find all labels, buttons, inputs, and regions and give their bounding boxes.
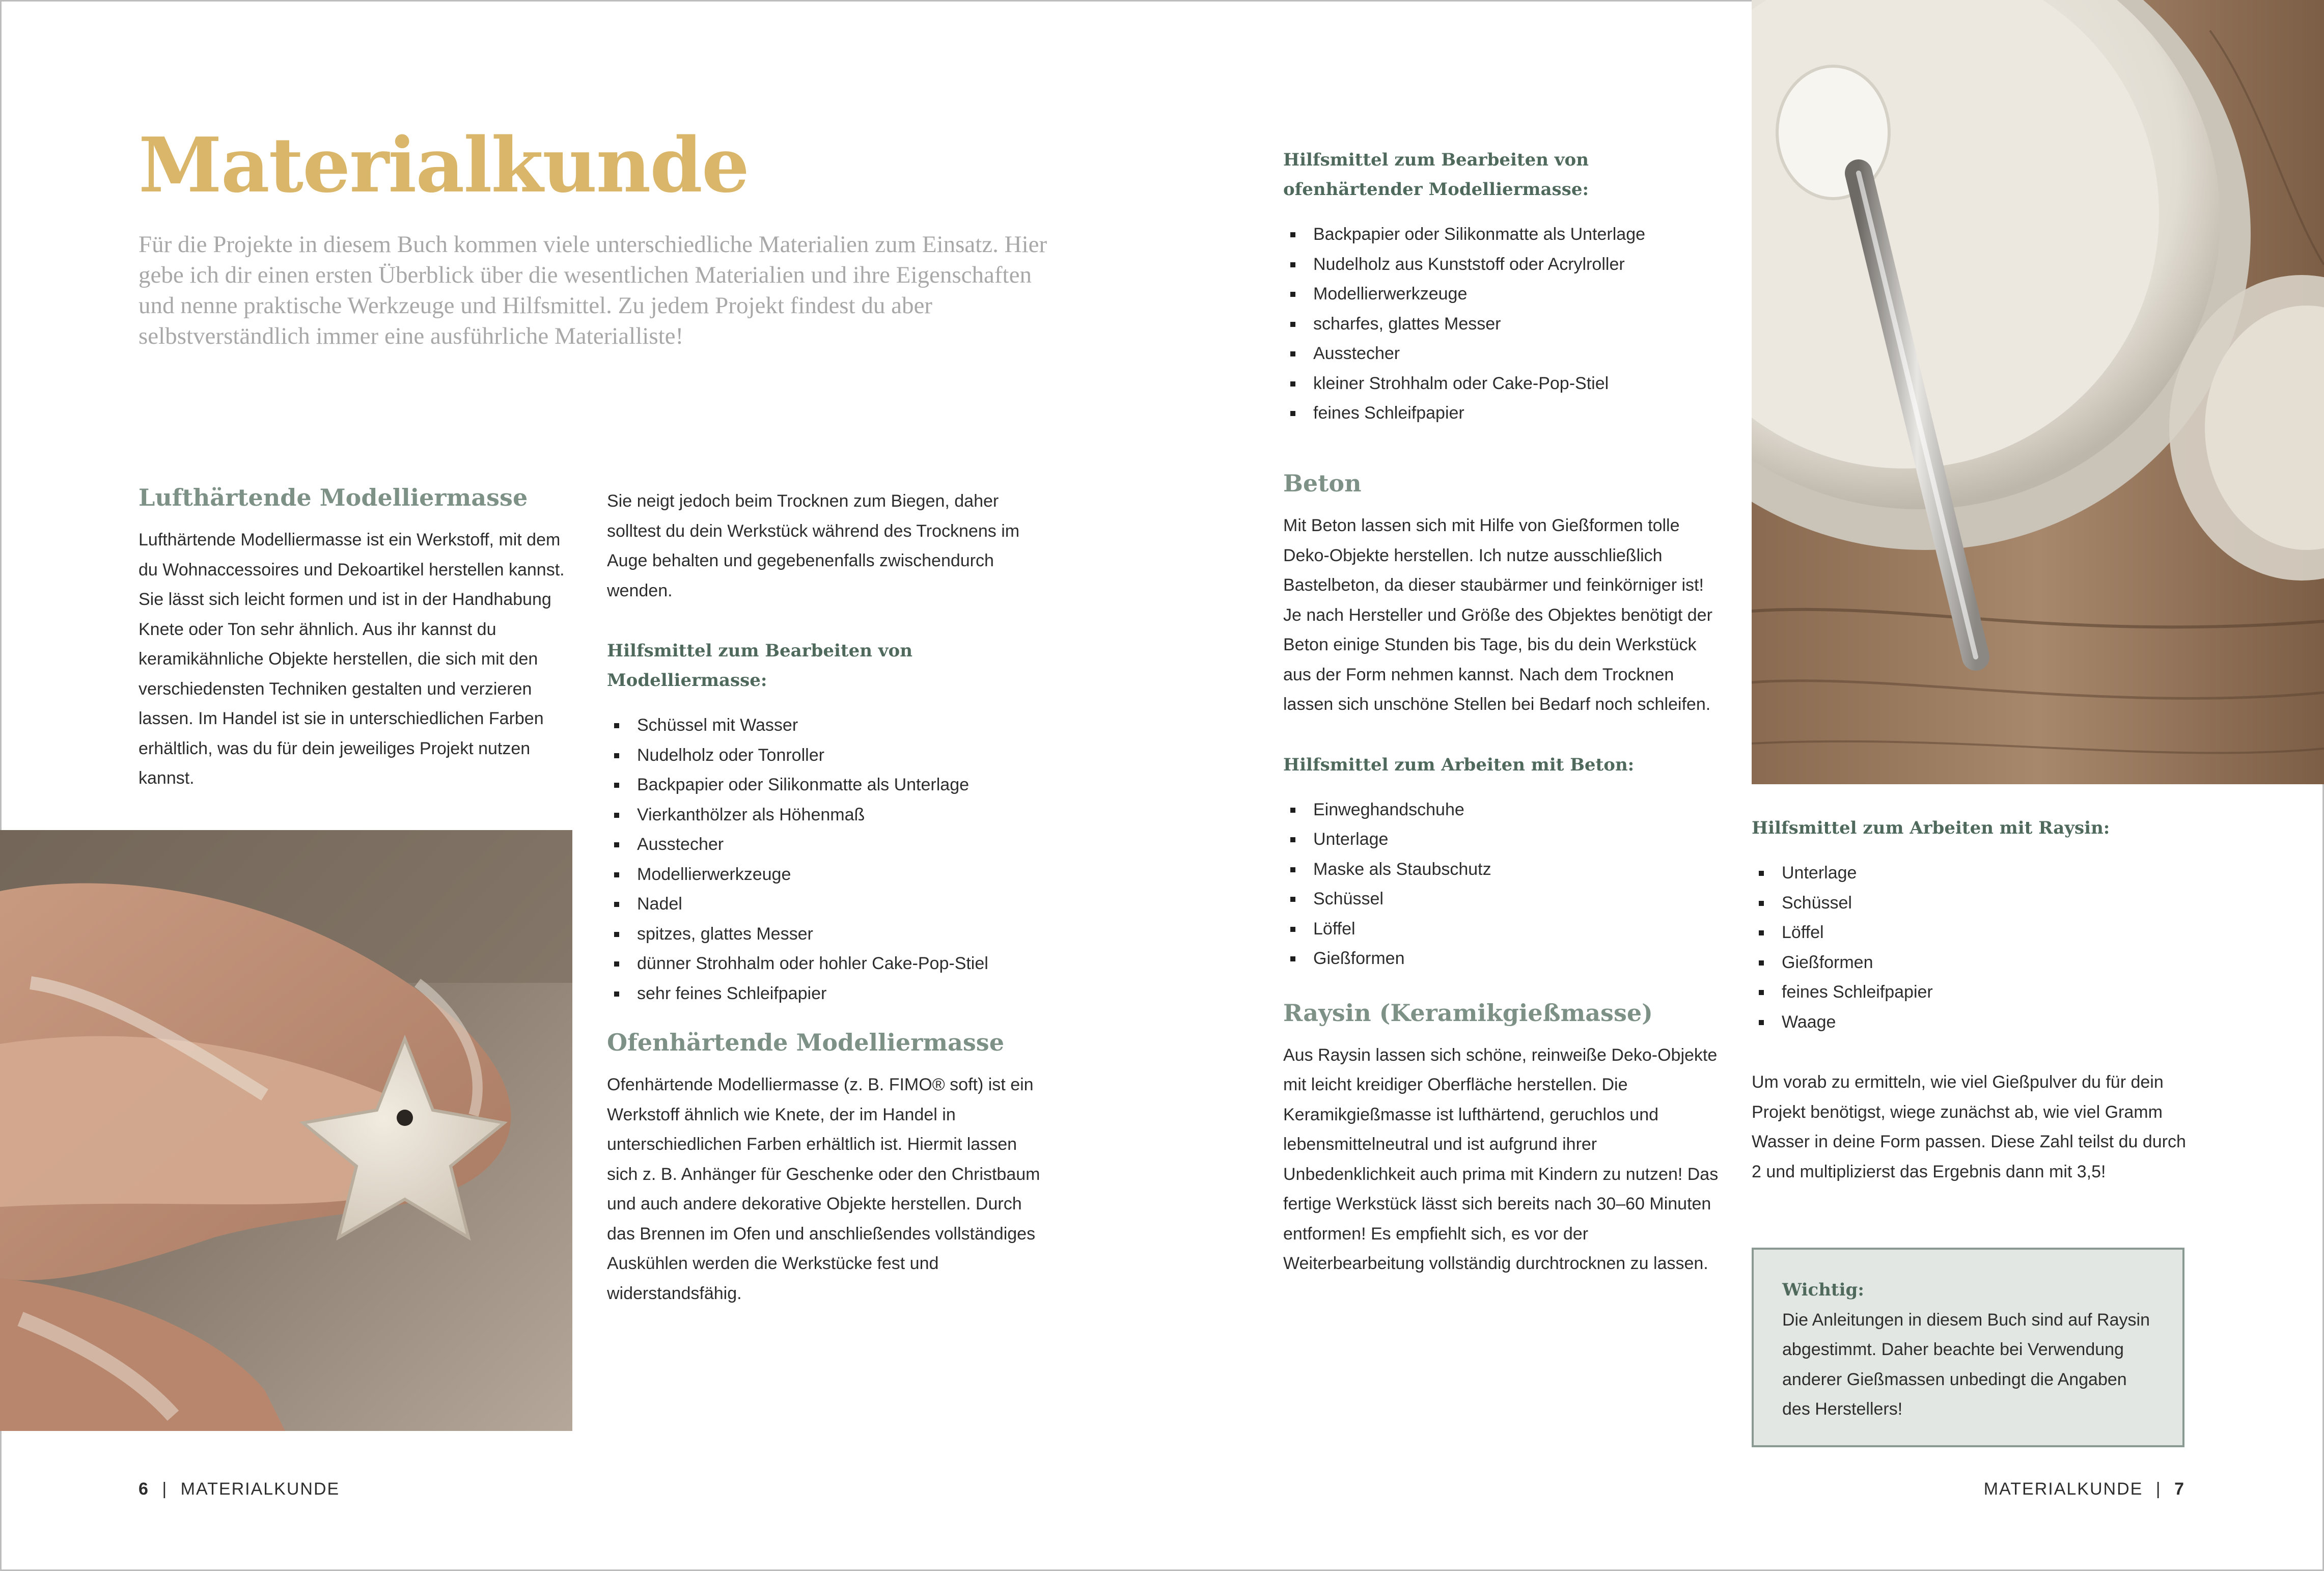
ofenhaertend-heading: Ofenhärtende Modelliermasse — [607, 1029, 1004, 1056]
list-item: Gießformen — [1283, 944, 1726, 974]
note-heading: Wichtig: — [1782, 1280, 1864, 1300]
footer-section-label: MATERIALKUNDE — [180, 1479, 340, 1499]
list-item: sehr feines Schleifpapier — [607, 979, 1045, 1009]
note-text: Die Anleitungen in diesem Buch sind auf Raysin abgestimmt. Daher beachte bei Verwendung anderer Gießmassen unbedingt die Angaben des Herstellers! — [1782, 1310, 2150, 1419]
raysin-mix-text: Um vorab zu ermitteln, wie viel Gießpulver du für dein Projekt benötigst, wiege zunächst ab, wie viel Gramm Wasser in deine Form passen. Diese Zahl teilst du durch 2 und multiplizierst das Ergebnis dann mit 3,5! — [1752, 1072, 2186, 1181]
photo-clay-star — [0, 830, 572, 1431]
list-item: feines Schleifpapier — [1752, 977, 2200, 1007]
ofenhaertend-tools — [1283, 145, 1726, 428]
lufthaertend-text-continued: Sie neigt jedoch beim Trocknen zum Biegen, daher solltest du dein Werkstück während des Trocknens im Auge behalten und gegebenenfalls zwischendurch wenden. — [607, 491, 1020, 600]
raysin-tools — [1752, 813, 2200, 1187]
list-item: Ausstecher — [607, 830, 1045, 860]
raysin-heading: Raysin (Keramikgießmasse) — [1283, 999, 1653, 1027]
lufthaertend-section — [139, 484, 576, 793]
beton-tools-heading: Hilfsmittel zum Arbeiten mit Beton: — [1283, 754, 1635, 775]
list-item: dünner Strohhalm oder hohler Cake-Pop-Stiel — [607, 949, 1045, 979]
list-item: Nadel — [607, 889, 1045, 919]
page-number-right: 7 — [2174, 1479, 2185, 1499]
list-item: Modellierwerkzeuge — [1283, 279, 1726, 309]
list-item: feines Schleifpapier — [1283, 398, 1726, 428]
list-item: Einweghandschuhe — [1283, 795, 1726, 825]
lufthaertend-text: Lufthärtende Modelliermasse ist ein Werkstoff, mit dem du Wohnaccessoires und Dekoartikel herstellen kannst. Sie lässt sich leicht formen und ist in der Handhabung Knete oder Ton sehr ähnlich. Aus ihr kannst du keramikähnliche Objekte herstellen, die sich mit den verschiedensten Techniken gestalten und verzieren lassen. Im Handel ist sie in unterschiedlichen Farben erhältlich, was du für dein jeweiliges Projekt nutzen kannst. — [139, 530, 565, 788]
page-number-left: 6 — [139, 1479, 149, 1499]
list-item: Modellierwerkzeuge — [607, 860, 1045, 890]
list-item: Löffel — [1283, 914, 1726, 944]
list-item: Unterlage — [1752, 858, 2200, 888]
beton-tools-list — [1283, 795, 1726, 974]
ofenhaertend-text: Ofenhärtende Modelliermasse (z. B. FIMO® soft) ist ein Werkstoff ähnlich wie Knete, der im Handel in unterschiedlichen Farben erhältlich ist. Hiermit lassen sich z. B. Anhänger für Geschenke oder den Christbaum und auch andere dekorative Objekte herstellen. Durch das Brennen im Ofen und anschließendes vollständiges Auskühlen werden die Werkstücke fest und widerstandsfähig. — [607, 1075, 1040, 1303]
raysin-tools-list — [1752, 858, 2200, 1037]
raysin-text: Aus Raysin lassen sich schöne, reinweiße Deko-Objekte mit leicht kreidiger Oberfläche herstellen. Die Keramikgießmasse ist lufthärtend, geruchlos und lebensmittelneutral und ist aufgrund ihrer Unbedenklichkeit auch prima mit Kindern zu nutzen! Das fertige Werkstück lässt sich bereits nach 30–60 Minuten entformen! Es empfiehlt sich, es vor der Weiterbearbeitung vollständig durchtrocknen zu lassen. — [1283, 1045, 1719, 1274]
list-item: Waage — [1752, 1007, 2200, 1037]
footer-section-label: MATERIALKUNDE — [1983, 1479, 2143, 1499]
list-item: scharfes, glattes Messer — [1283, 309, 1726, 339]
list-item: Maske als Staubschutz — [1283, 855, 1726, 885]
list-item: Löffel — [1752, 918, 2200, 948]
intro-text: Für die Projekte in diesem Buch kommen viele unterschiedliche Materialien zum Einsatz. Hier gebe ich dir einen ersten Überblick über die wesentlichen Materialien und ihre Eigenschaften und nenne praktische Werkzeuge und Hilfsmittel. Zu jedem Projekt findest du aber selbstverständlich immer eine ausführliche Materialliste! — [139, 231, 1047, 349]
raysin-tools-heading: Hilfsmittel zum Arbeiten mit Raysin: — [1752, 818, 2110, 838]
footer-separator: | — [162, 1479, 168, 1499]
modelliermasse-tools-list — [607, 710, 1045, 1008]
footer-right — [1984, 1479, 2185, 1499]
ofenhaertend-tools-list — [1283, 219, 1726, 428]
lufthaertend-continued — [607, 486, 1045, 1308]
beton-heading: Beton — [1283, 470, 1362, 497]
footer-separator: | — [2155, 1479, 2162, 1499]
beton-section — [1283, 470, 1726, 1279]
modelliermasse-tools-heading: Hilfsmittel zum Bearbeiten von Modelliermasse: — [607, 641, 912, 691]
footer-left — [139, 1479, 340, 1499]
note-box — [1752, 1248, 2184, 1447]
list-item: Backpapier oder Silikonmatte als Unterlage — [607, 770, 1045, 800]
list-item: Vierkanthölzer als Höhenmaß — [607, 800, 1045, 830]
ofenhaertend-tools-heading: Hilfsmittel zum Bearbeiten von ofenhärtender Modelliermasse: — [1283, 150, 1589, 200]
list-item: Unterlage — [1283, 824, 1726, 855]
list-item: Backpapier oder Silikonmatte als Unterlage — [1283, 219, 1726, 250]
list-item: spitzes, glattes Messer — [607, 919, 1045, 949]
list-item: Nudelholz oder Tonroller — [607, 740, 1045, 770]
list-item: Schüssel — [1752, 888, 2200, 918]
photo-bowl-spoon — [1752, 0, 2324, 784]
lufthaertend-heading: Lufthärtende Modelliermasse — [139, 484, 528, 511]
page-title: Materialkunde — [139, 121, 749, 209]
beton-text: Mit Beton lassen sich mit Hilfe von Gießformen tolle Deko-Objekte herstellen. Ich nutze ausschließlich Bastelbeton, da dieser staubärmer und feinkörniger ist! Je nach Hersteller und Größe des Objektes benötigt der Beton einige Stunden bis Tage, bis du dein Werkstück aus der Form nehmen kannst. Nach dem Trocknen lassen sich unschöne Stellen bei Bedarf noch schleifen. — [1283, 516, 1712, 714]
list-item: kleiner Strohhalm oder Cake-Pop-Stiel — [1283, 369, 1726, 399]
list-item: Nudelholz aus Kunststoff oder Acrylroller — [1283, 250, 1726, 280]
list-item: Schüssel — [1283, 884, 1726, 914]
list-item: Schüssel mit Wasser — [607, 710, 1045, 740]
list-item: Ausstecher — [1283, 339, 1726, 369]
list-item: Gießformen — [1752, 948, 2200, 978]
